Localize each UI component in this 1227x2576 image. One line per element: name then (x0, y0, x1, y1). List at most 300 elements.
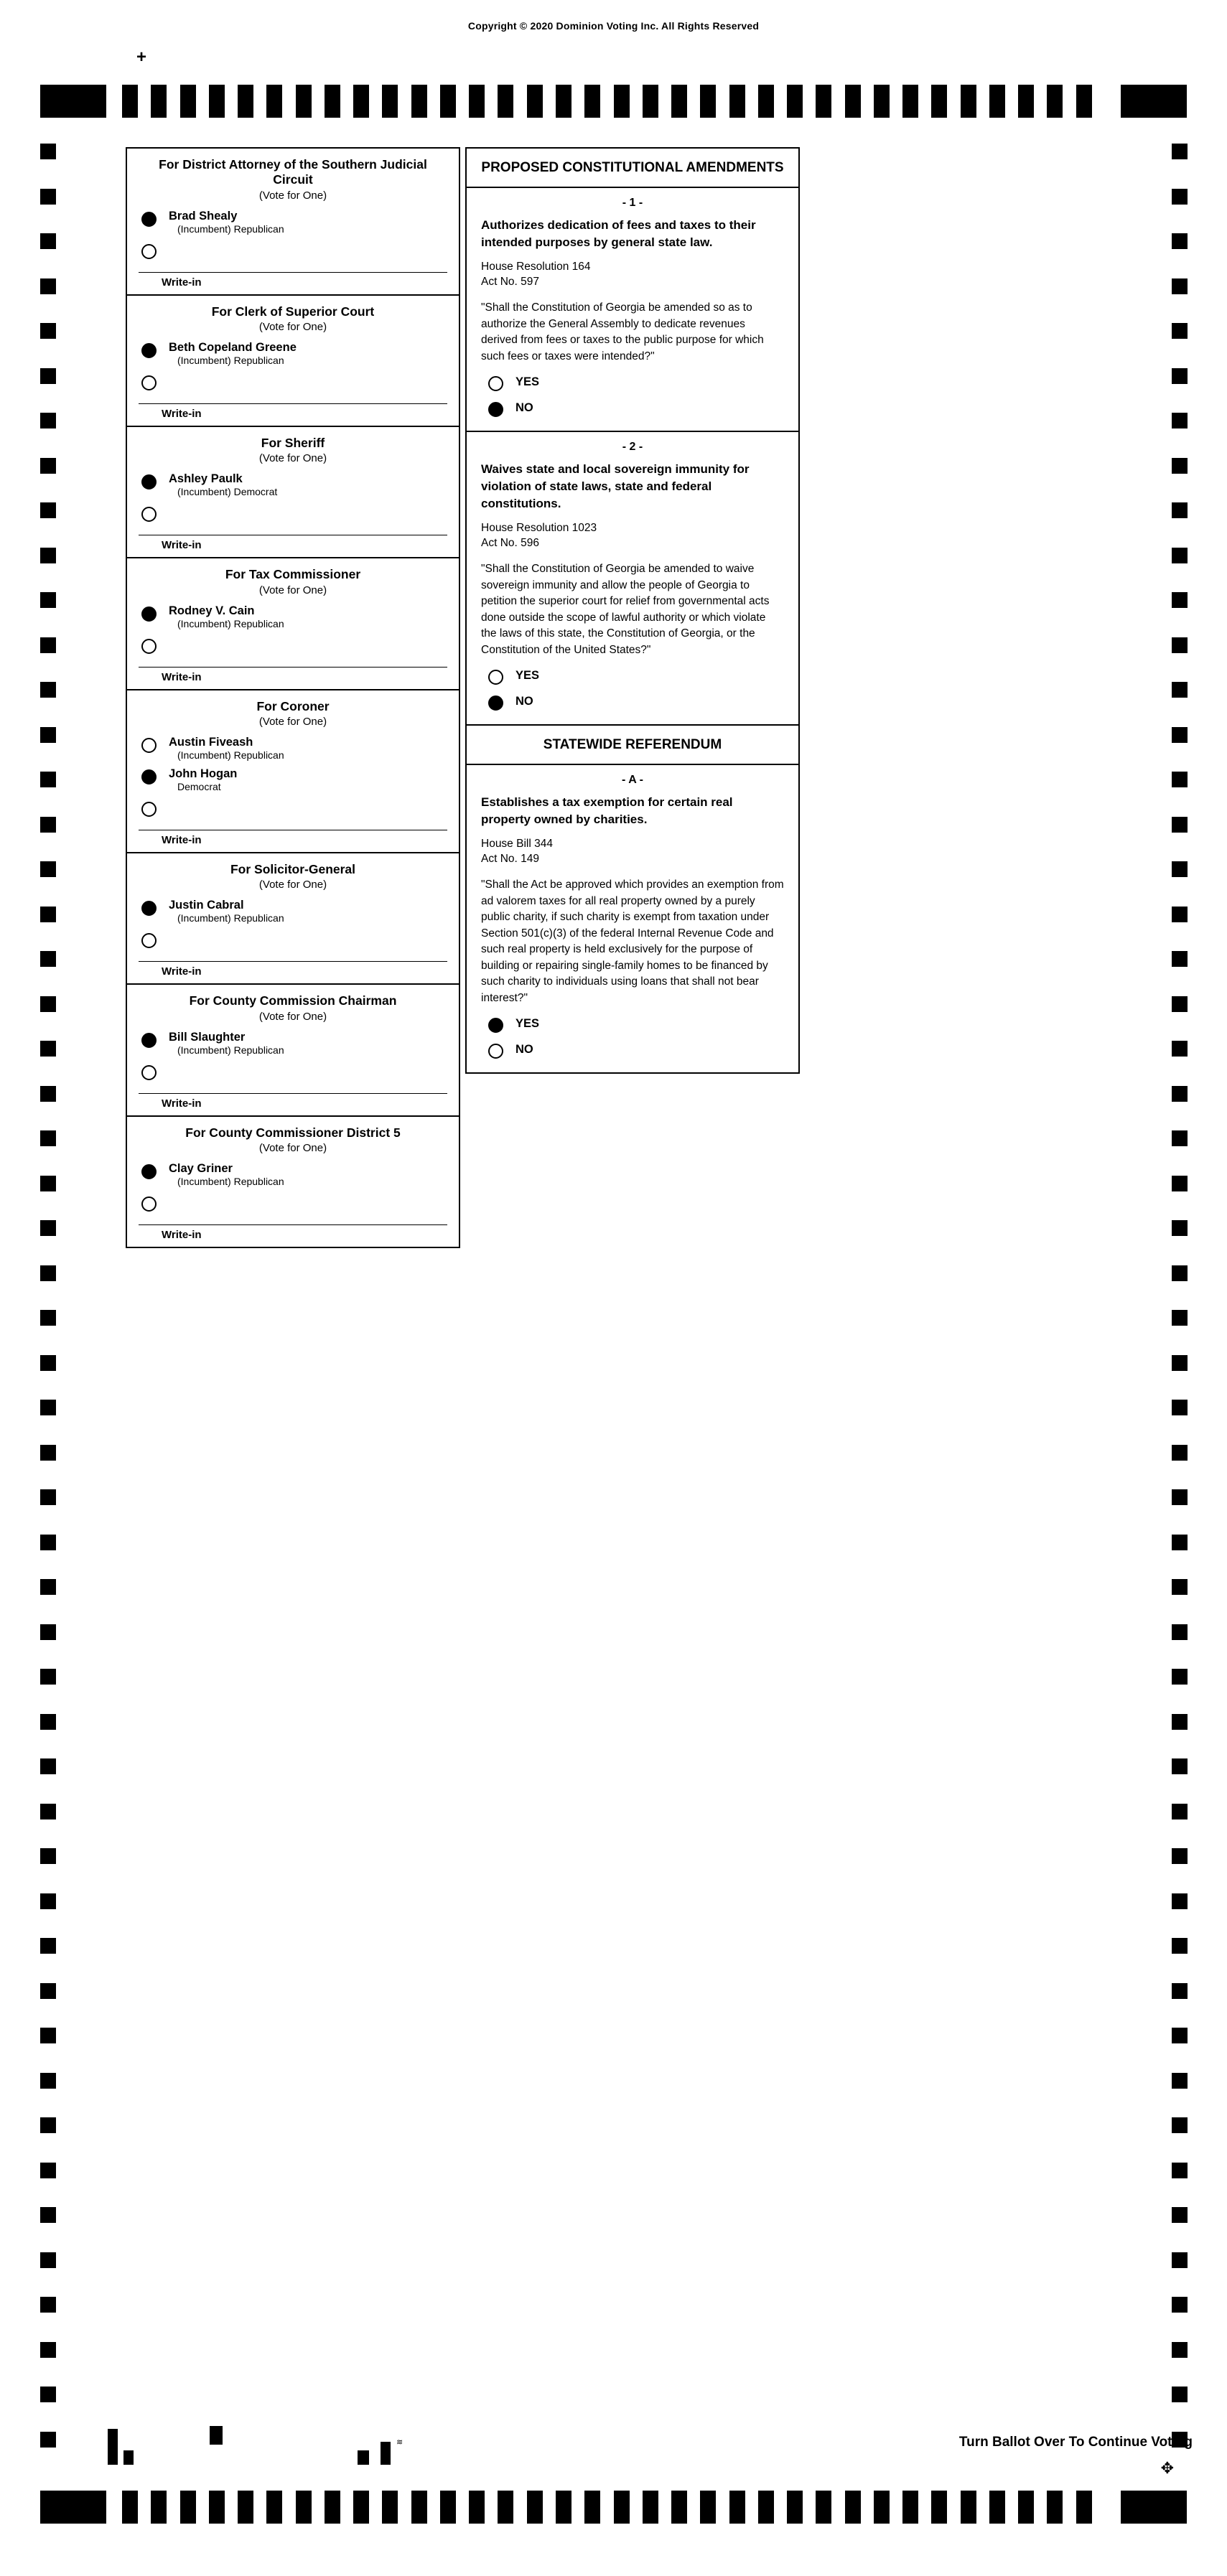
candidate-party: Democrat (177, 781, 221, 793)
timing-mark (469, 2491, 485, 2524)
candidate-vote-oval[interactable] (141, 474, 157, 490)
timing-mark (614, 2491, 630, 2524)
question-summary: Establishes a tax exemption for certain real property owned by charities. (481, 795, 733, 827)
question-option[interactable] (481, 693, 784, 718)
write-in-option[interactable] (127, 237, 459, 290)
contest-instruction: (Vote for One) (258, 1010, 327, 1023)
contest-instruction: (Vote for One) (258, 321, 327, 334)
timing-mark (40, 2387, 56, 2402)
timing-mark (1172, 2342, 1188, 2358)
question-option-label: YES (515, 1017, 540, 1030)
timing-mark (1172, 1714, 1188, 1730)
timing-mark (40, 368, 56, 384)
timing-mark (931, 85, 947, 118)
question-number: - A - (622, 774, 643, 787)
contest-title: For Solicitor-General (230, 862, 356, 877)
timing-mark (1172, 907, 1188, 922)
timing-mark (1172, 1400, 1188, 1415)
timing-mark (296, 2491, 312, 2524)
timing-mark (40, 1983, 56, 1999)
timing-mark (1172, 1130, 1188, 1146)
timing-mark (1172, 233, 1188, 249)
timing-mark (787, 2491, 803, 2524)
question-reference: House Bill 344 Act No. 149 (481, 838, 553, 866)
question-text: "Shall the Constitution of Georgia be amended to waive sovereign immunity and allow the people of Georgia to petition the superior court for relief from governmental acts done outside the scope of lawful authority or which violate the laws of this state, the Constitution of Georgia, or the Constitution of the United States?" (481, 563, 770, 656)
timing-mark (40, 2252, 56, 2268)
write-in-label: Write-in (162, 965, 202, 978)
candidate-name: Brad Shealy (169, 209, 238, 223)
write-in-vote-oval[interactable] (141, 1196, 157, 1212)
write-in-option[interactable] (127, 368, 459, 421)
candidate-vote-oval[interactable] (141, 212, 157, 227)
turn-ballot-over-text: Turn Ballot Over To Continue Voting (958, 2435, 1193, 2450)
timing-mark (845, 85, 861, 118)
timing-mark (1172, 1041, 1188, 1057)
timing-mark (671, 85, 687, 118)
timing-mark (1172, 1220, 1188, 1236)
timing-mark (266, 85, 282, 118)
ballot-question (467, 765, 798, 1072)
timing-mark (584, 2491, 600, 2524)
write-in-vote-oval[interactable] (141, 1065, 157, 1080)
write-in-label: Write-in (162, 834, 202, 847)
contest (127, 427, 459, 558)
footer-mark-4 (358, 2450, 369, 2465)
timing-mark (1172, 1669, 1188, 1685)
timing-mark (1172, 1086, 1188, 1102)
candidate-option[interactable] (127, 337, 459, 368)
timing-mark (411, 2491, 427, 2524)
timing-mark (1172, 2387, 1188, 2402)
timing-mark (1172, 368, 1188, 384)
candidate-option[interactable] (127, 205, 459, 237)
timing-mark (1172, 727, 1188, 743)
timing-mark (1172, 2163, 1188, 2178)
timing-mark-corner (40, 2491, 106, 2524)
timing-mark (961, 2491, 976, 2524)
timing-mark (989, 2491, 1005, 2524)
question-option[interactable] (481, 1015, 784, 1041)
timing-mark (209, 85, 225, 118)
timing-mark (469, 85, 485, 118)
contest-title: For Clerk of Superior Court (211, 304, 375, 319)
write-in-line[interactable] (139, 667, 447, 668)
timing-mark (1172, 1848, 1188, 1864)
write-in-label: Write-in (162, 1229, 202, 1242)
question-option-label: YES (515, 375, 540, 389)
timing-mark (40, 861, 56, 877)
timing-mark (325, 85, 340, 118)
contest-instruction: (Vote for One) (258, 879, 327, 891)
timing-marks-left (40, 144, 56, 2476)
question-number: - 2 - (622, 441, 643, 454)
candidate-vote-oval[interactable] (141, 1033, 157, 1048)
timing-mark (40, 233, 56, 249)
timing-mark (40, 189, 56, 205)
timing-mark (787, 85, 803, 118)
question-option-label: NO (515, 695, 533, 708)
question-vote-oval[interactable] (488, 670, 503, 685)
write-in-line[interactable] (139, 272, 447, 273)
timing-mark (151, 85, 167, 118)
candidate-option[interactable] (127, 1158, 459, 1189)
candidate-party: (Incumbent) Democrat (177, 486, 278, 498)
timing-mark (40, 637, 56, 653)
timing-mark (584, 85, 600, 118)
timing-mark (498, 2491, 513, 2524)
candidate-option[interactable] (127, 468, 459, 500)
timing-mark-corner (40, 85, 106, 118)
timing-mark (556, 85, 571, 118)
timing-mark-corner (1121, 2491, 1187, 2524)
timing-mark (238, 85, 253, 118)
timing-mark (1172, 637, 1188, 653)
timing-mark (758, 85, 774, 118)
timing-mark (440, 2491, 456, 2524)
question-number: - 1 - (622, 197, 643, 210)
timing-mark (1172, 1445, 1188, 1461)
timing-mark (931, 2491, 947, 2524)
timing-mark (1172, 682, 1188, 698)
timing-mark (729, 85, 745, 118)
timing-mark (643, 2491, 658, 2524)
contest-title: For County Commission Chairman (189, 993, 397, 1008)
candidate-vote-oval[interactable] (141, 606, 157, 622)
timing-mark (40, 1310, 56, 1326)
timing-mark (498, 85, 513, 118)
timing-mark (758, 2491, 774, 2524)
write-in-label: Write-in (162, 539, 202, 552)
footer-mark-2 (123, 2450, 134, 2465)
timing-mark (700, 2491, 716, 2524)
timing-mark (527, 2491, 543, 2524)
timing-mark (40, 2207, 56, 2223)
timing-mark-corner (1121, 85, 1187, 118)
timing-mark (40, 1804, 56, 1819)
timing-mark (40, 1176, 56, 1191)
timing-mark (296, 85, 312, 118)
write-in-option[interactable] (127, 632, 459, 685)
candidate-name: John Hogan (169, 767, 238, 781)
timing-mark (1172, 548, 1188, 563)
timing-mark (122, 85, 138, 118)
question-vote-oval[interactable] (488, 402, 503, 417)
timing-mark (1172, 1535, 1188, 1550)
candidate-vote-oval[interactable] (141, 769, 157, 784)
timing-mark (1172, 323, 1188, 339)
contest (127, 558, 459, 690)
timing-mark (40, 1400, 56, 1415)
candidate-name: Ashley Paulk (169, 472, 243, 486)
timing-mark (1172, 951, 1188, 967)
timing-mark (40, 1669, 56, 1685)
footer-mark-1 (108, 2429, 118, 2465)
timing-mark (989, 85, 1005, 118)
timing-mark (1172, 2252, 1188, 2268)
timing-mark (382, 85, 398, 118)
timing-mark (1076, 2491, 1092, 2524)
candidate-vote-oval[interactable] (141, 1164, 157, 1179)
question-vote-oval[interactable] (488, 1018, 503, 1033)
timing-mark (40, 2432, 56, 2448)
timing-mark (411, 85, 427, 118)
timing-mark (40, 1579, 56, 1595)
timing-mark (40, 458, 56, 474)
timing-mark (1172, 413, 1188, 428)
timing-mark (40, 1714, 56, 1730)
candidate-party: (Incumbent) Republican (177, 1176, 284, 1188)
timing-mark (1172, 2028, 1188, 2043)
timing-mark (845, 2491, 861, 2524)
ballot-left-column (126, 147, 460, 1248)
write-in-line[interactable] (139, 1224, 447, 1225)
timing-mark (1047, 2491, 1063, 2524)
contest (127, 1117, 459, 1247)
write-in-line[interactable] (139, 961, 447, 962)
registration-plus-mark: + (136, 47, 147, 67)
contest-title: For Coroner (256, 698, 330, 713)
timing-mark (40, 772, 56, 787)
timing-mark (40, 1758, 56, 1774)
timing-mark (1172, 1983, 1188, 1999)
timing-mark (1047, 85, 1063, 118)
timing-mark (816, 2491, 831, 2524)
ballot-question (467, 188, 798, 432)
timing-mark (671, 2491, 687, 2524)
write-in-line[interactable] (139, 1093, 447, 1094)
question-reference: House Resolution 164 Act No. 597 (481, 261, 591, 289)
question-option[interactable] (481, 1041, 784, 1067)
write-in-option[interactable] (127, 795, 459, 848)
timing-mark (122, 2491, 138, 2524)
timing-mark (1172, 278, 1188, 294)
timing-mark (1172, 502, 1188, 518)
question-vote-oval[interactable] (488, 695, 503, 711)
timing-mark (1172, 1489, 1188, 1505)
write-in-vote-oval[interactable] (141, 375, 157, 390)
question-text: "Shall the Act be approved which provides an exemption from ad valorem taxes for all real property owned by a purely public charity, if such charity is exempt from taxation under Section 501(c)(3) of the federal Internal Revenue Code and such real property is held exclusively for the purpose of building or repairing single-family homes to be financed by such charity to individuals using loans that shall not bear interest?" (481, 879, 784, 1004)
candidate-option[interactable] (127, 1026, 459, 1058)
question-option-label: NO (515, 1043, 533, 1056)
candidate-name: Bill Slaughter (169, 1030, 246, 1044)
timing-mark (40, 996, 56, 1012)
candidate-option[interactable] (127, 894, 459, 926)
timing-mark (40, 592, 56, 608)
question-vote-oval[interactable] (488, 1044, 503, 1059)
contest (127, 690, 459, 853)
question-reference: House Resolution 1023 Act No. 596 (481, 522, 597, 550)
timing-mark (1172, 458, 1188, 474)
footer-mark-5 (381, 2442, 391, 2465)
timing-mark (382, 2491, 398, 2524)
timing-mark (40, 1265, 56, 1281)
timing-mark (1018, 2491, 1034, 2524)
question-vote-oval[interactable] (488, 376, 503, 391)
contest (127, 985, 459, 1116)
contest-instruction: (Vote for One) (258, 1142, 327, 1155)
candidate-vote-oval[interactable] (141, 901, 157, 916)
timing-mark (1172, 2207, 1188, 2223)
footer-dot-mark: ≋ (396, 2438, 403, 2447)
question-option[interactable] (481, 399, 784, 425)
write-in-vote-oval[interactable] (141, 507, 157, 522)
candidate-party: (Incumbent) Republican (177, 355, 284, 366)
timing-mark (40, 2117, 56, 2133)
question-section-header: PROPOSED CONSTITUTIONAL AMENDMENTS (467, 149, 798, 188)
timing-mark (1172, 2117, 1188, 2133)
timing-mark (40, 2028, 56, 2043)
timing-mark (40, 2163, 56, 2178)
write-in-option[interactable] (127, 926, 459, 979)
candidate-party: (Incumbent) Republican (177, 1044, 284, 1056)
write-in-vote-oval[interactable] (141, 933, 157, 948)
timing-mark (614, 85, 630, 118)
timing-mark (40, 1489, 56, 1505)
question-summary: Waives state and local sovereign immunity for violation of state laws, state and federal constitutions. (481, 462, 750, 511)
copyright-notice: Copyright © 2020 Dominion Voting Inc. All Rights Reserved (467, 20, 760, 32)
timing-mark (40, 951, 56, 967)
timing-mark (40, 727, 56, 743)
timing-mark (643, 85, 658, 118)
timing-mark (40, 2297, 56, 2313)
timing-mark (40, 1535, 56, 1550)
timing-mark (1172, 1624, 1188, 1640)
timing-mark (209, 2491, 225, 2524)
write-in-line[interactable] (139, 403, 447, 404)
candidate-option[interactable] (127, 731, 459, 763)
contest (127, 853, 459, 985)
contest-title: For Sheriff (261, 436, 325, 451)
timing-mark (1172, 1176, 1188, 1191)
timing-mark (40, 1938, 56, 1954)
timing-mark (40, 548, 56, 563)
timing-mark (902, 85, 918, 118)
timing-mark (40, 144, 56, 159)
timing-mark (1172, 1355, 1188, 1371)
timing-mark (40, 1130, 56, 1146)
timing-mark (180, 2491, 196, 2524)
contest (127, 149, 459, 296)
timing-mark (40, 278, 56, 294)
write-in-label: Write-in (162, 276, 202, 289)
ballot-question (467, 432, 798, 726)
question-option[interactable] (481, 667, 784, 693)
contest-title: For County Commissioner District 5 (185, 1125, 401, 1140)
timing-mark (1172, 189, 1188, 205)
question-option[interactable] (481, 373, 784, 399)
timing-mark (40, 1041, 56, 1057)
timing-mark (40, 682, 56, 698)
timing-mark (266, 2491, 282, 2524)
timing-mark (902, 2491, 918, 2524)
candidate-party: (Incumbent) Republican (177, 617, 284, 629)
candidate-party: (Incumbent) Republican (177, 912, 284, 924)
timing-mark (40, 1624, 56, 1640)
candidate-vote-oval[interactable] (141, 343, 157, 358)
contest-title: For District Attorney of the Southern Judicial Circuit (159, 157, 427, 187)
timing-mark (238, 2491, 253, 2524)
timing-mark (1076, 85, 1092, 118)
contest-instruction: (Vote for One) (258, 189, 327, 202)
candidate-option[interactable] (127, 600, 459, 632)
write-in-option[interactable] (127, 1189, 459, 1242)
candidate-option[interactable] (127, 763, 459, 795)
timing-mark (1172, 1579, 1188, 1595)
timing-mark (40, 1086, 56, 1102)
contest (127, 296, 459, 427)
ballot-right-column (465, 147, 800, 1074)
arrow-mark-icon: ✥ (1160, 2459, 1174, 2477)
timing-mark (816, 85, 831, 118)
timing-mark (874, 2491, 890, 2524)
timing-mark (353, 2491, 369, 2524)
timing-mark (1172, 1265, 1188, 1281)
timing-mark (40, 1220, 56, 1236)
timing-mark (874, 85, 890, 118)
timing-mark (1172, 1310, 1188, 1326)
write-in-vote-oval[interactable] (141, 802, 157, 817)
timing-mark (40, 1893, 56, 1909)
timing-mark (1172, 144, 1188, 159)
candidate-party: (Incumbent) Republican (177, 749, 284, 762)
timing-marks-right (1172, 144, 1188, 2476)
timing-mark (1172, 2073, 1188, 2089)
timing-mark (325, 2491, 340, 2524)
write-in-vote-oval[interactable] (141, 244, 157, 259)
candidate-name: Justin Cabral (169, 899, 244, 912)
timing-mark (40, 907, 56, 922)
write-in-label: Write-in (162, 670, 202, 683)
timing-mark (40, 1445, 56, 1461)
timing-mark (40, 817, 56, 833)
contest-instruction: (Vote for One) (258, 584, 327, 596)
timing-mark (961, 85, 976, 118)
timing-mark (1172, 861, 1188, 877)
timing-mark (180, 85, 196, 118)
timing-mark (40, 1848, 56, 1864)
candidate-party: (Incumbent) Republican (177, 223, 284, 235)
timing-mark (40, 323, 56, 339)
timing-mark (1172, 2297, 1188, 2313)
candidate-name: Austin Fiveash (169, 736, 253, 749)
question-text: "Shall the Constitution of Georgia be amended so as to authorize the General Assembly to dedicate revenues derived from fees or taxes to the public purpose for which such fees or taxes were intended?" (481, 301, 764, 362)
write-in-option[interactable] (127, 1058, 459, 1111)
timing-mark (1172, 592, 1188, 608)
footer-mark-3 (210, 2426, 223, 2445)
timing-mark (1172, 1804, 1188, 1819)
timing-mark (527, 85, 543, 118)
candidate-name: Clay Griner (169, 1162, 233, 1176)
timing-mark (1172, 996, 1188, 1012)
write-in-option[interactable] (127, 500, 459, 553)
timing-mark (40, 1355, 56, 1371)
timing-mark (40, 2073, 56, 2089)
question-option-label: YES (515, 669, 540, 683)
timing-marks-top (0, 85, 1227, 118)
timing-mark (1172, 772, 1188, 787)
timing-mark (1172, 817, 1188, 833)
write-in-vote-oval[interactable] (141, 639, 157, 654)
timing-mark (440, 85, 456, 118)
candidate-vote-oval[interactable] (141, 738, 157, 753)
timing-mark (729, 2491, 745, 2524)
contest-instruction: (Vote for One) (258, 716, 327, 729)
question-summary: Authorizes dedication of fees and taxes to their intended purposes by general state law. (481, 218, 756, 250)
contest-instruction: (Vote for One) (258, 452, 327, 465)
timing-mark (1172, 1938, 1188, 1954)
candidate-name: Rodney V. Cain (169, 604, 255, 617)
timing-mark (353, 85, 369, 118)
